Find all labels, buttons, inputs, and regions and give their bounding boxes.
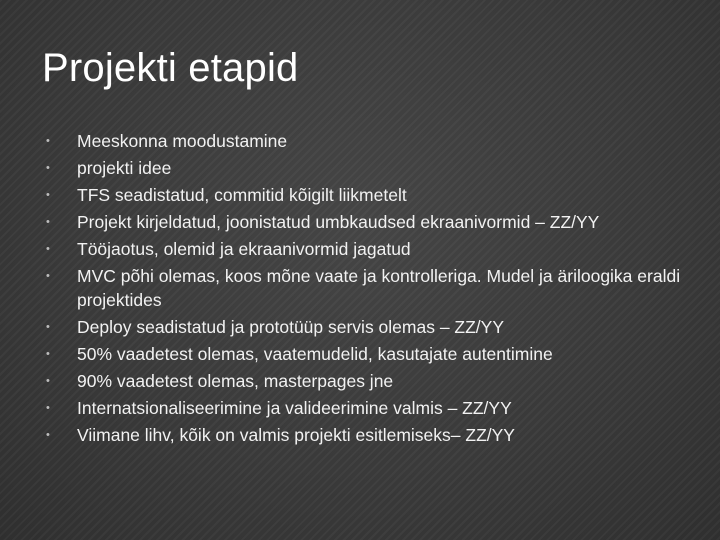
bullet-text: Meeskonna moodustamine — [77, 131, 288, 151]
bullet-item — [46, 129, 697, 153]
bullet-item — [46, 396, 697, 420]
bullet-list — [0, 129, 720, 450]
bullet-item — [46, 237, 697, 261]
bullet-item — [46, 315, 697, 339]
bullet-icon: • — [46, 243, 50, 255]
bullet-icon: • — [46, 429, 50, 441]
bullet-item — [46, 369, 697, 393]
bullet-item — [46, 423, 697, 447]
bullet-text: Internatsionaliseerimine ja valideerimine valmis – ZZ/YY — [77, 398, 512, 418]
bullet-text: Viimane lihv, kõik on valmis projekti esitlemiseks– ZZ/YY — [77, 425, 515, 445]
slide-title: Projekti etapid — [42, 46, 299, 90]
bullet-text: Deploy seadistatud ja prototüüp servis olemas – ZZ/YY — [77, 317, 505, 337]
bullet-item — [46, 264, 697, 312]
bullet-icon: • — [46, 135, 50, 147]
bullet-icon: • — [46, 216, 50, 228]
bullet-text: MVC põhi olemas, koos mõne vaate ja kontrolleriga. Mudel ja äriloogika eraldi projektides — [77, 266, 681, 310]
bullet-text: 90% vaadetest olemas, masterpages jne — [77, 371, 394, 391]
bullet-icon: • — [46, 375, 50, 387]
bullet-icon: • — [46, 402, 50, 414]
bullet-item — [46, 183, 697, 207]
bullet-icon: • — [46, 270, 50, 282]
bullet-item — [46, 342, 697, 366]
bullet-icon: • — [46, 162, 50, 174]
bullet-text: projekti idee — [77, 158, 172, 178]
bullet-icon: • — [46, 348, 50, 360]
bullet-icon: • — [46, 189, 50, 201]
bullet-text: Projekt kirjeldatud, joonistatud umbkaudsed ekraanivormid – ZZ/YY — [77, 212, 600, 232]
bullet-item — [46, 156, 697, 180]
bullet-icon: • — [46, 321, 50, 333]
bullet-text: 50% vaadetest olemas, vaatemudelid, kasutajate autentimine — [77, 344, 553, 364]
bullet-text: TFS seadistatud, commitid kõigilt liikmetelt — [77, 185, 407, 205]
bullet-item — [46, 210, 697, 234]
bullet-text: Tööjaotus, olemid ja ekraanivormid jagatud — [77, 239, 411, 259]
